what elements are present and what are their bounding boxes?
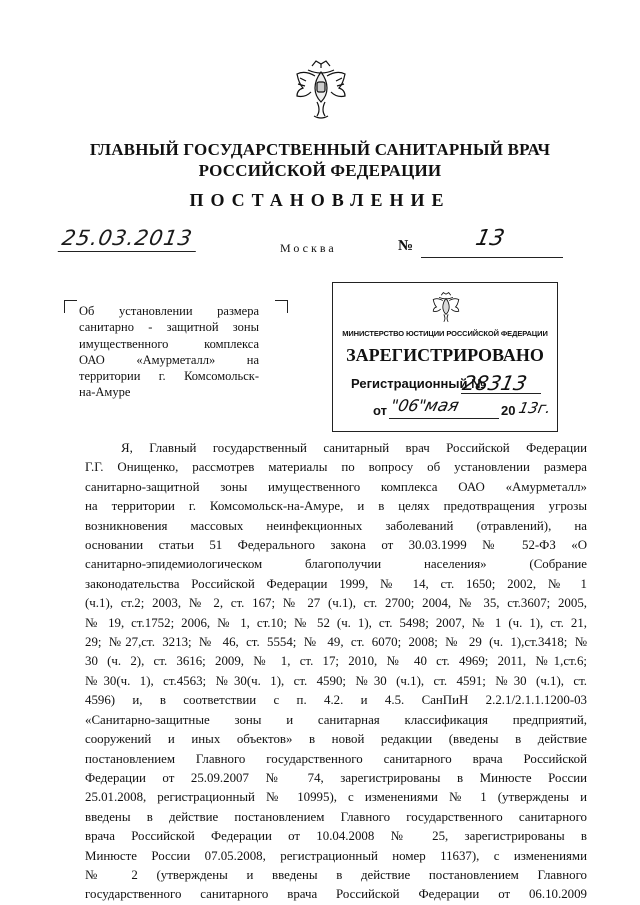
body-line: санитарно-эпидемиологическом благополучии населения» (Собрание: [85, 557, 587, 572]
body-line: основании статьи 51 Федерального закона от 30.03.1999 № 52-ФЗ «О: [85, 538, 587, 553]
body-line: сооружений и иных объектов» в новой редакции (введены в действие: [85, 732, 587, 747]
authority-line-1: ГЛАВНЫЙ ГОСУДАРСТВЕННЫЙ САНИТАРНЫЙ ВРАЧ: [89, 140, 551, 159]
russian-coat-of-arms-icon: [292, 58, 350, 122]
subject-line: Об установлении размера: [79, 304, 259, 318]
subject-corner-right: [275, 300, 288, 313]
stamp-reg-number-underline: [461, 393, 541, 394]
document-type: ПОСТАНОВЛЕНИЕ: [189, 190, 451, 210]
subject-line: на-Амуре: [79, 385, 131, 400]
body-line: 4596) и, в соответствии с п. 4.2. и 4.5. СанПиН 2.2.1/2.1.1.1200-03: [85, 693, 587, 708]
body-line: законодательства Российской Федерации 1999, № 14, ст. 1650; 2002, № 1: [85, 576, 587, 591]
number-underline: [421, 257, 563, 258]
body-line: 30 (ч. 2), ст. 3616; 2009, № 1, ст. 17; 2010, № 40 ст. 4969; 2011, №1,ст.6;: [85, 654, 587, 669]
authority-line-2: РОССИЙСКОЙ ФЕДЕРАЦИИ: [198, 161, 442, 180]
document-number: 13: [473, 226, 507, 251]
body-line: Федерации от 25.09.2007 № 74, зарегистрированы в Минюсте России: [85, 770, 587, 785]
body-line: введены в действие постановлением Главного государственного санитарного: [85, 809, 587, 824]
body-line: Г.Г. Онищенко, рассмотрев материалы по вопросу об установлении размера: [85, 460, 587, 475]
document-date: 25.03.2013: [58, 226, 201, 252]
body-line: (ч.1), ст.2; 2003, № 2, ст. 167; № 27 (ч.1), ст. 2700; 2004, № 35, ст.3607; 2005,: [85, 596, 587, 611]
body-line: возникновения массовых неинфекционных заболеваний (отравлений), на: [85, 518, 587, 533]
body-line: постановлением Главного государственного санитарного врача Российской: [85, 751, 587, 766]
body-line: 25.01.2008, регистрационный № 10995), с изменениями № 1 (утверждены и: [85, 790, 587, 805]
stamp-year-suffix: 13г.: [517, 399, 553, 417]
subject-line: санитарно - защитной зоны: [79, 320, 259, 335]
document-number-label: №: [398, 238, 414, 254]
subject-line: территории г. Комсомольск-: [79, 369, 259, 384]
body-line: Я, Главный государственный санитарный врач Российской Федерации: [121, 441, 587, 455]
body-line: Минюсте России 07.05.2008, регистрационный номер 11637), с изменениями: [85, 848, 587, 863]
body-line: 29; №27,ст. 3213; № 46, ст. 5554; № 49, ст. 6070; 2008; № 29 (ч. 1),ст.3418; №: [85, 635, 587, 650]
subject-line: ОАО «Амурметалл» на: [79, 352, 259, 367]
stamp-ministry: МИНИСТЕРСТВО ЮСТИЦИИ РОССИЙСКОЙ ФЕДЕРАЦИИ: [342, 329, 548, 338]
body-line: государственного санитарного врача Российской Федерации от 06.10.2009: [85, 887, 587, 902]
body-line: санитарно-защитной зоны имущественного комплекса ОАО «Амурметалл»: [85, 479, 587, 494]
subject-line: имущественного комплекса: [79, 336, 259, 351]
body-line: врача Российской Федерации от 10.04.2008 № 25, зарегистрированы в: [85, 829, 587, 844]
stamp-reg-number: 28313: [460, 371, 530, 395]
stamp-emblem-icon: [430, 291, 462, 325]
body-line: №30(ч. 1), ст.4563; №30(ч. 1), ст. 4590; №30 (ч.1), ст. 4591; №30 (ч.1), ст.: [85, 673, 587, 688]
stamp-year-prefix: 20: [501, 403, 516, 418]
stamp-from-label: от: [373, 403, 387, 418]
stamp-date-month: мая: [422, 396, 461, 416]
stamp-reg-number-label: Регистрационный №: [351, 376, 486, 391]
document-city: Москва: [280, 241, 337, 255]
stamp-registered: ЗАРЕГИСТРИРОВАНО: [346, 345, 544, 365]
stamp-date-underline: [389, 418, 499, 419]
body-line: «Санитарно-защитные зоны и санитарная классификация предприятий,: [85, 712, 587, 727]
body-line: на территории г. Комсомольск-на-Амуре, и в целях предотвращения угрозы: [85, 499, 587, 514]
stamp-date-day: "06": [388, 396, 429, 415]
body-line: № 19, ст.1752; 2006, № 1, ст.10; № 52 (ч. 1), ст. 5498; 2007, № 1 (ч. 1), ст. 21,: [85, 615, 587, 630]
registration-stamp: [332, 282, 558, 432]
subject-block: [79, 303, 259, 401]
body-text: [85, 439, 587, 905]
subject-corner-left: [64, 300, 77, 313]
body-line: № 2 (утверждены и введены в действие постановлением Главного: [85, 867, 587, 882]
